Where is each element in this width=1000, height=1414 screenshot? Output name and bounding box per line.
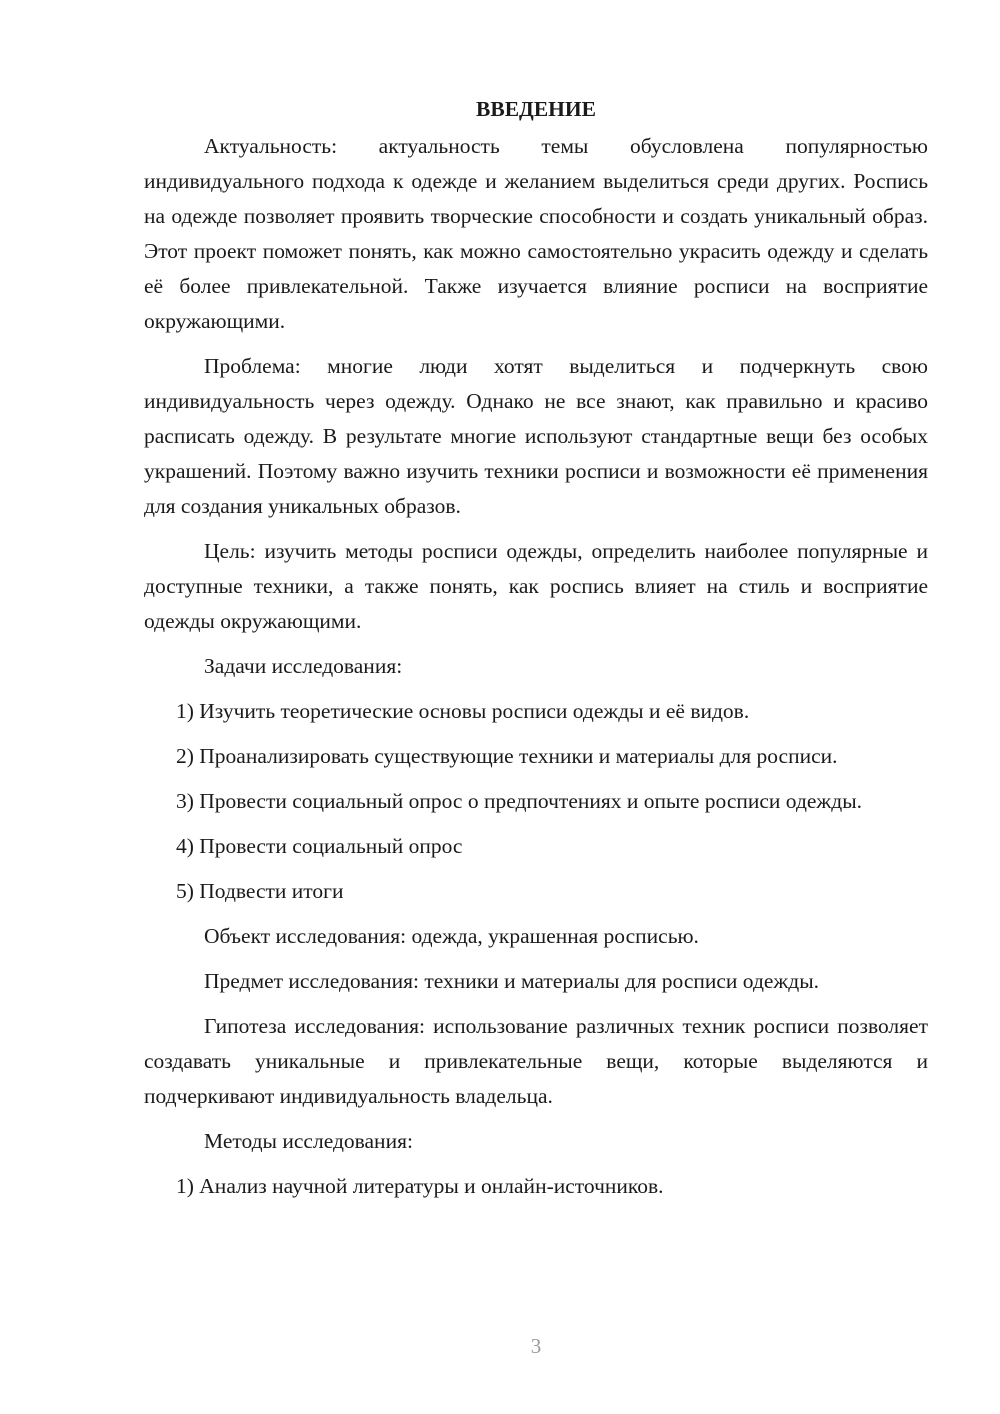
relevance-paragraph: Актуальность: актуальность темы обусловлена популярностью индивидуального подхода к одежде и желанием выделиться среди других. Роспись на одежде позволяет проявить творческие способности и создать уникальный образ. Этот проект поможет понять, как можно самостоятельно украсить одежду и сделать её более привлекательной. Также изучается влияние росписи на восприятие окружающими. xyxy=(144,134,928,333)
task-item: 3) Провести социальный опрос о предпочтениях и опыте росписи одежды. xyxy=(176,789,863,813)
methods-heading: Методы исследования: xyxy=(204,1129,413,1153)
research-subject: Предмет исследования: техники и материалы для росписи одежды. xyxy=(204,969,820,993)
tasks-heading: Задачи исследования: xyxy=(204,654,403,678)
research-object: Объект исследования: одежда, украшенная росписью. xyxy=(204,924,699,948)
document-page xyxy=(144,92,928,1214)
task-item: 4) Провести социальный опрос xyxy=(176,834,463,858)
page-title: ВВЕДЕНИЕ xyxy=(476,97,596,121)
task-item: 5) Подвести итоги xyxy=(176,879,344,903)
method-item: 1) Анализ научной литературы и онлайн-источников. xyxy=(176,1174,664,1198)
page-number: 3 xyxy=(530,1334,542,1358)
goal-paragraph: Цель: изучить методы росписи одежды, определить наиболее популярные и доступные техники, а также понять, как роспись влияет на стиль и восприятие одежды окружающими. xyxy=(144,539,928,633)
problem-paragraph: Проблема: многие люди хотят выделиться и подчеркнуть свою индивидуальность через одежду. Однако не все знают, как правильно и красиво расписать одежду. В результате многие используют стандартные вещи без особых украшений. Поэтому важно изучить техники росписи и возможности её применения для создания уникальных образов. xyxy=(144,354,928,518)
task-item: 1) Изучить теоретические основы росписи одежды и её видов. xyxy=(176,699,750,723)
task-item: 2) Проанализировать существующие техники и материалы для росписи. xyxy=(176,744,838,768)
research-hypothesis: Гипотеза исследования: использование различных техник росписи позволяет создавать уникальные и привлекательные вещи, которые выделяются и подчеркивают индивидуальность владельца. xyxy=(144,1014,928,1108)
